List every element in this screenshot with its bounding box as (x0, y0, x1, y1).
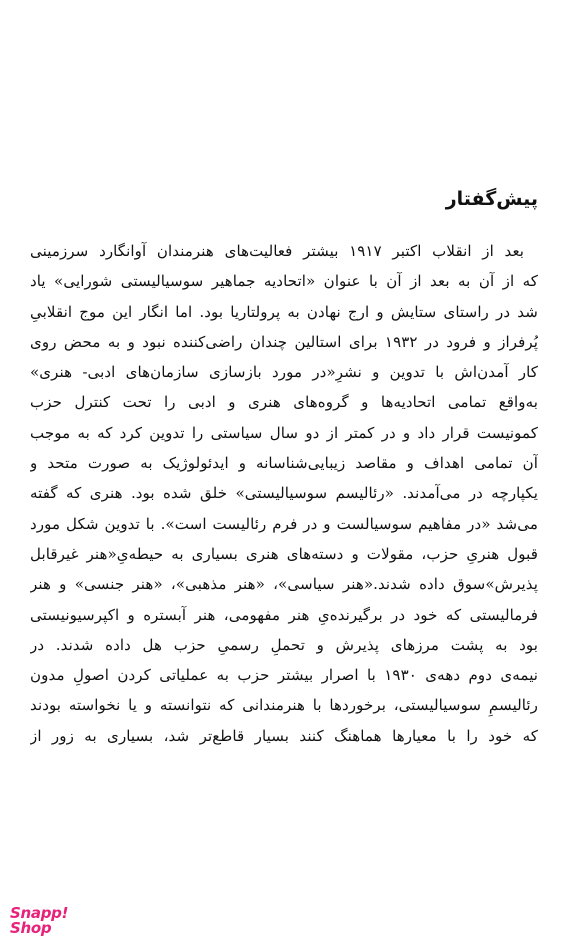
paragraph-line: رئالیسمِ سوسیالیستی، برخوردها با هنرمندانی که نتوانسته و یا نخواسته بودند (30, 696, 538, 715)
paragraph-line: شد در راستای ستایش و ارج نهادن به پرولتاریا بود. اما انگار این موج انقلابیِ (30, 302, 538, 321)
paragraph-line: آن تمامی اهداف و مقاصد زیبایی‌شناسانه و ایدئولوژیک به صورت متحد و (30, 454, 538, 473)
logo-text-line-2: Shop (10, 919, 52, 937)
paragraph-line: پذیرش»سوق داده شدند.«هنر سیاسی»، «هنر مذهبی»، «هنر جنسی» و هنر (30, 575, 538, 594)
paragraph-line: که خود را با معیارها هماهنگ کنند بسیار قاطع‌تر شد، بسیاری به زور از (30, 726, 538, 745)
paragraph-line: پُرفراز و فرود در ۱۹۳۲ برای استالین چندان راضی‌کننده نبود و به محض روی (30, 332, 538, 351)
paragraph-line: بود به پشت مرزهای پذیرش و تحملِ رسمیِ حزب هل داده شدند. در (30, 635, 538, 654)
body-paragraph (30, 236, 538, 751)
paragraph-line: به‌واقع تمامی اتحادیه‌ها و گروه‌های هنری و ادبی را تحت کنترل حزب (30, 393, 538, 412)
paragraph-line: که از آن به بعد از آن با عنوان «اتحادیه جماهیر سوسیالیستی شورایی» یاد (30, 272, 538, 291)
paragraph-line: کار آمدن‌اش با تدوین و نشرِ«در مورد بازسازی سازمان‌های ادبی- هنری» (30, 363, 538, 382)
snappshop-logo (10, 906, 72, 942)
logo-text-line-1: Snapp! (10, 904, 69, 922)
paragraph-line: می‌شد «در مفاهیم سوسیالست و در فرم رئالیست است». با تدوین شکل مورد (30, 514, 538, 533)
paragraph-line: فرمالیستی که خود در برگیرنده‌یِ هنر مفهومی، هنر آبستره و اکپرسیونیستی (30, 605, 538, 624)
section-heading: پیش‌گفتار (445, 188, 538, 210)
paragraph-line: کمونیست قرار داد و در کمتر از دو سال سیاستی را تدوین کرد که به موجب (30, 423, 538, 442)
paragraph-line: قبول هنریِ حزب، مقولات و دسته‌های هنری بسیاری به حیطه‌یِ«هنر غیرقابل (30, 544, 538, 563)
paragraph-line: بعد از انقلاب اکتبر ۱۹۱۷ بیشتر فعالیت‌های هنرمندان آوانگارد سرزمینی (30, 242, 525, 260)
paragraph-line: نیمه‌ی دوم دهه‌ی ۱۹۳۰ با اصرار بیشتر حزب به عملیاتی کردن اصولِ مدون (30, 666, 538, 685)
paragraph-line: یکپارچه در می‌آمدند. «رئالیسم سوسیالیستی» خلق شده بود. هنری که گفته (30, 484, 538, 503)
